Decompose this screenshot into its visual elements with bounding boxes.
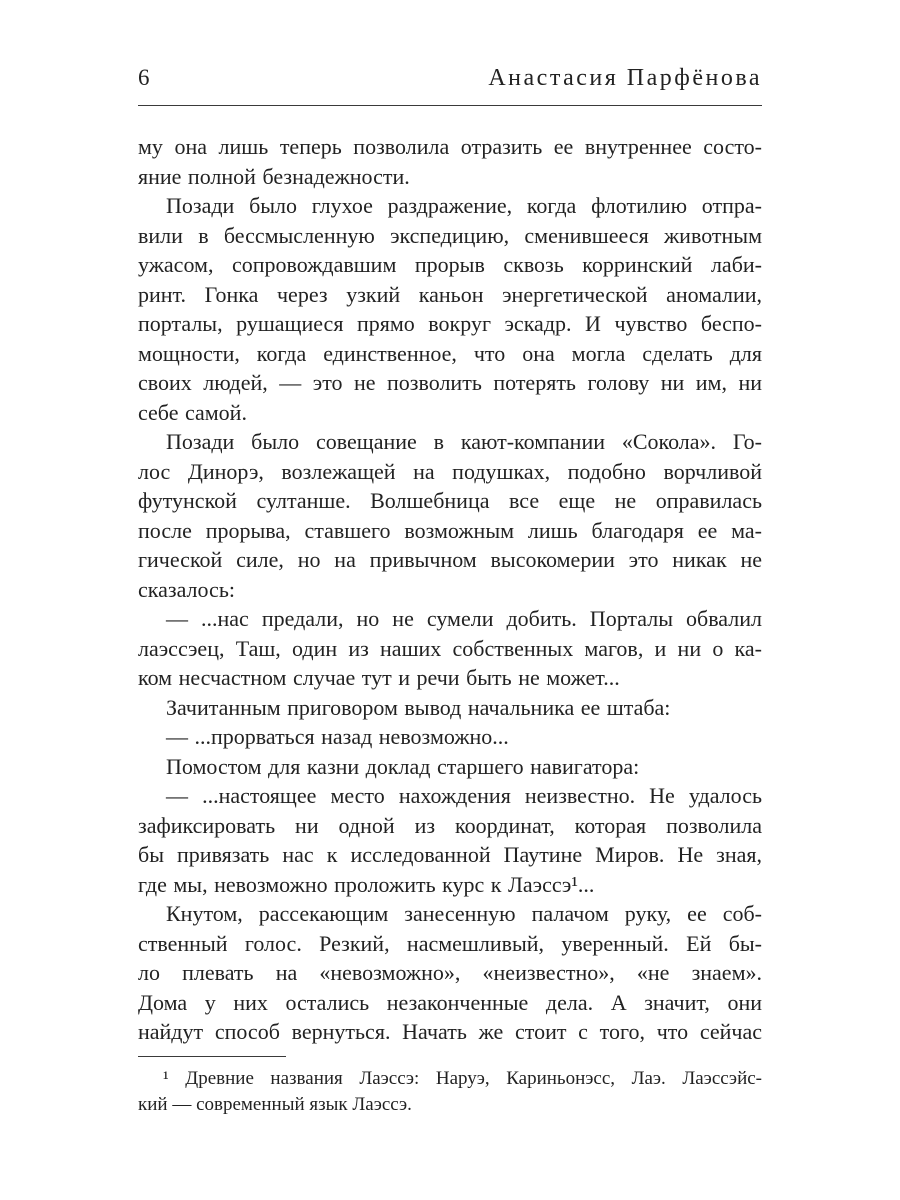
author-name: Анастасия Парфёнова [488, 65, 762, 91]
text-line: — ...прорваться назад невозможно... [166, 724, 509, 749]
paragraph [138, 899, 762, 1047]
paragraph [138, 132, 762, 191]
paragraph [138, 781, 762, 899]
paragraph [138, 1066, 762, 1118]
footnote-separator [138, 1056, 286, 1057]
text-line: своих людей, — это не позволить потерять голову ни им, ни [138, 370, 762, 395]
page-number: 6 [138, 65, 150, 90]
text-line: Позади было глухое раздражение, когда флотилию отпра- [166, 193, 762, 218]
text-line: ринт. Гонка через узкий каньон энергетической аномалии, [138, 281, 762, 307]
text-line: найдут способ вернуться. Начать же стоит с того, что сейчас [138, 1019, 762, 1044]
paragraph [138, 752, 762, 782]
text-line: бы привязать нас к исследованной Паутине Миров. Не зная, [138, 842, 762, 867]
text-line: Дома у них остались незаконченные дела. А значит, они [138, 989, 762, 1015]
text-line: мощности, когда единственное, что она могла сделать для [138, 340, 762, 366]
text-line: ло плевать на «невозможно», «неизвестно», «не знаем». [138, 960, 762, 985]
running-header [138, 63, 762, 92]
text-line: вили в бессмысленную экспедицию, сменившееся животным [138, 222, 762, 248]
header-rule [138, 105, 762, 106]
text-line: гической силе, но на привычном высокомерии это никак не [138, 547, 762, 572]
text-line: Позади было совещание в кают-компании «Сокола». Го- [166, 429, 762, 454]
text-line: Кнутом, рассекающим занесенную палачом руку, ее соб- [166, 901, 762, 926]
footnote-text [138, 1066, 762, 1118]
text-line: ком несчастном случае тут и речи быть не может... [138, 665, 620, 690]
paragraph [138, 604, 762, 693]
text-line: футунской султанше. Волшебница все еще не оправилась [138, 488, 762, 513]
page-content [138, 63, 762, 1118]
footnote [138, 1056, 762, 1118]
text-line: — ...настоящее место нахождения неизвестно. Не удалось [166, 783, 762, 808]
paragraph [138, 191, 762, 427]
text-line: — ...нас предали, но не сумели добить. Порталы обвалил [166, 606, 762, 631]
text-line: лаэссэец, Таш, один из наших собственных магов, и ни о ка- [138, 635, 762, 661]
paragraph [138, 693, 762, 723]
text-line: му она лишь теперь позволила отразить ее внутреннее состо- [138, 134, 762, 159]
paragraph [138, 722, 762, 752]
text-line: сказалось: [138, 576, 235, 602]
text-line: где мы, невозможно проложить курс к Лаэссэ¹... [138, 871, 595, 897]
text-line: зафиксировать ни одной из координат, которая позволила [138, 812, 762, 838]
text-line: кий — современный язык Лаэссэ. [138, 1093, 412, 1115]
text-line: Помостом для казни доклад старшего навигатора: [166, 753, 640, 779]
paragraph [138, 427, 762, 604]
body-text [138, 132, 762, 1047]
text-line: ужасом, сопровождавшим прорыв сквозь корринский лаби- [138, 252, 762, 277]
text-line: себе самой. [138, 399, 247, 425]
text-line: яние полной безнадежности. [138, 163, 410, 189]
text-line: лос Динорэ, возлежащей на подушках, подобно ворчливой [138, 458, 762, 484]
text-line: порталы, рушащиеся прямо вокруг эскадр. И чувство беспо- [138, 311, 762, 336]
text-line: ственный голос. Резкий, насмешливый, уверенный. Ей бы- [138, 930, 762, 956]
text-line: ¹ Древние названия Лаэссэ: Наруэ, Кариньонэсс, Лаэ. Лаэссэйс- [163, 1067, 762, 1089]
text-line: после прорыва, ставшего возможным лишь благодаря ее ма- [138, 517, 762, 543]
text-line: Зачитанным приговором вывод начальника ее штаба: [166, 694, 671, 720]
